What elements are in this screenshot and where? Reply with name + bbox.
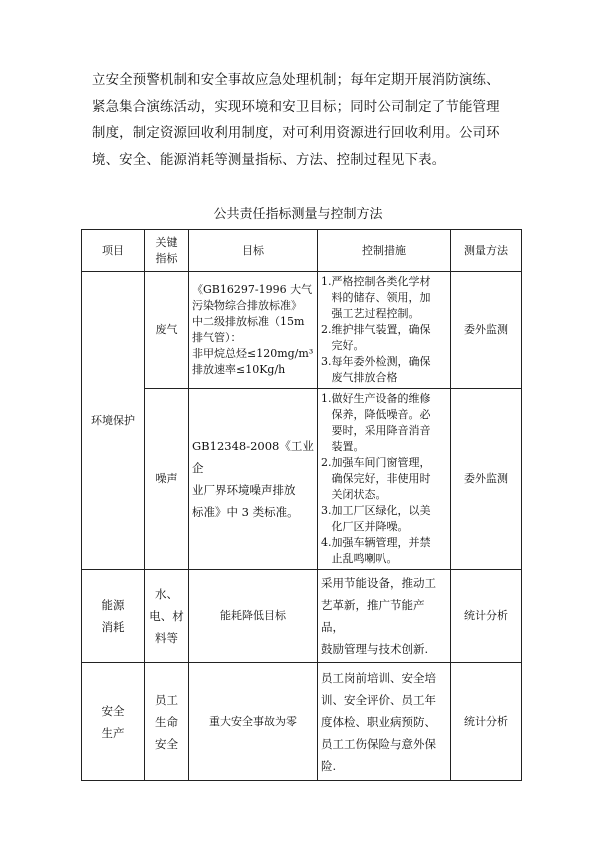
cell-energy-project: 能源 消耗: [82, 570, 145, 663]
cell-noise-control: [318, 389, 451, 570]
table-caption: 公共责任指标测量与控制方法: [213, 207, 383, 222]
cell-energy-control: 采用节能设备，推动工 艺革新，推广节能产品， 鼓励管理与技术创新.: [318, 570, 451, 663]
control-item: 2. 维护排气装置，确保 完好。: [321, 323, 431, 352]
table-row-energy: [82, 570, 522, 663]
cell-safety-target: 重大安全事故为零: [189, 663, 318, 781]
cell-noise-target: GB12348-2008《工业企 业厂界环境噪声排放 标准》中 3 类标准。: [189, 389, 318, 570]
paragraph-line: 紧急集合演练活动，实现环境和安卫目标；同时公司制定了节能管理: [92, 99, 500, 115]
cell-safety-project: 安全 生产: [82, 663, 145, 781]
header-method: 测量方法: [451, 230, 522, 272]
cell-safety-method: 统计分析: [451, 663, 522, 781]
cell-energy-indicator: 水、 电、材 料等: [145, 570, 189, 663]
table-row-noise: [82, 389, 522, 570]
paragraph-line: 境、安全、能源消耗等测量指标、方法、控制过程见下表。: [92, 152, 446, 168]
cell-env-project: 环境保护: [82, 272, 145, 570]
table-row-waste-gas: [82, 272, 522, 389]
header-target: 目标: [189, 230, 318, 272]
cell-energy-target: 能耗降低目标: [189, 570, 318, 663]
intro-paragraph: [92, 68, 522, 174]
control-item: 1. 严格控制各类化学材 料的储存、领用，加 强工艺过程控制。: [321, 275, 431, 320]
table-row-safety: [82, 663, 522, 781]
cell-noise-indicator: 噪声: [145, 389, 189, 570]
control-item: 4. 加强车辆管理，并禁 止乱鸣喇叭。: [321, 536, 431, 565]
cell-noise-method: 委外监测: [451, 389, 522, 570]
responsibility-table: [81, 229, 522, 781]
control-item: 2. 加强车间门窗管理， 确保完好，非使用时 关闭状态。: [321, 456, 431, 501]
paragraph-line: 制度，制定资源回收利用制度，对可利用资源进行回收利用。公司环: [92, 126, 500, 141]
table-header-row: [82, 230, 522, 272]
cell-energy-method: 统计分析: [451, 570, 522, 663]
cell-waste-gas-method: 委外监测: [451, 272, 522, 389]
control-item: 3. 每年委外检测，确保 废气排放合格: [321, 355, 431, 384]
control-item: 3. 加工厂区绿化，以美 化厂区并降噪。: [321, 504, 431, 533]
cell-safety-control: 员工岗前培训、安全培 训、安全评价、员工年 度体检、职业病预防、 员工工伤保险与意外保 险.: [318, 663, 451, 781]
header-key-indicator: 关键 指标: [145, 230, 189, 272]
cell-waste-gas-indicator: 废气: [145, 272, 189, 389]
cell-waste-gas-control: [318, 272, 451, 389]
cell-safety-indicator: 员工 生命 安全: [145, 663, 189, 781]
header-control: 控制措施: [318, 230, 451, 272]
cell-waste-gas-target: 《GB16297-1996 大气 污染物综合排放标准》 中二级排放标准（15m 排气管）： 非甲烷总烃≤120mg/m³ 排放速率≤10Kg/h: [189, 272, 318, 389]
paragraph-line: 立安全预警机制和安全事故应急处理机制；每年定期开展消防演练、: [92, 73, 500, 88]
header-project: 项目: [82, 230, 145, 272]
control-item: 1. 做好生产设备的维修 保养，降低噪音。必 要时，采用降音消音 装置。: [321, 392, 431, 453]
